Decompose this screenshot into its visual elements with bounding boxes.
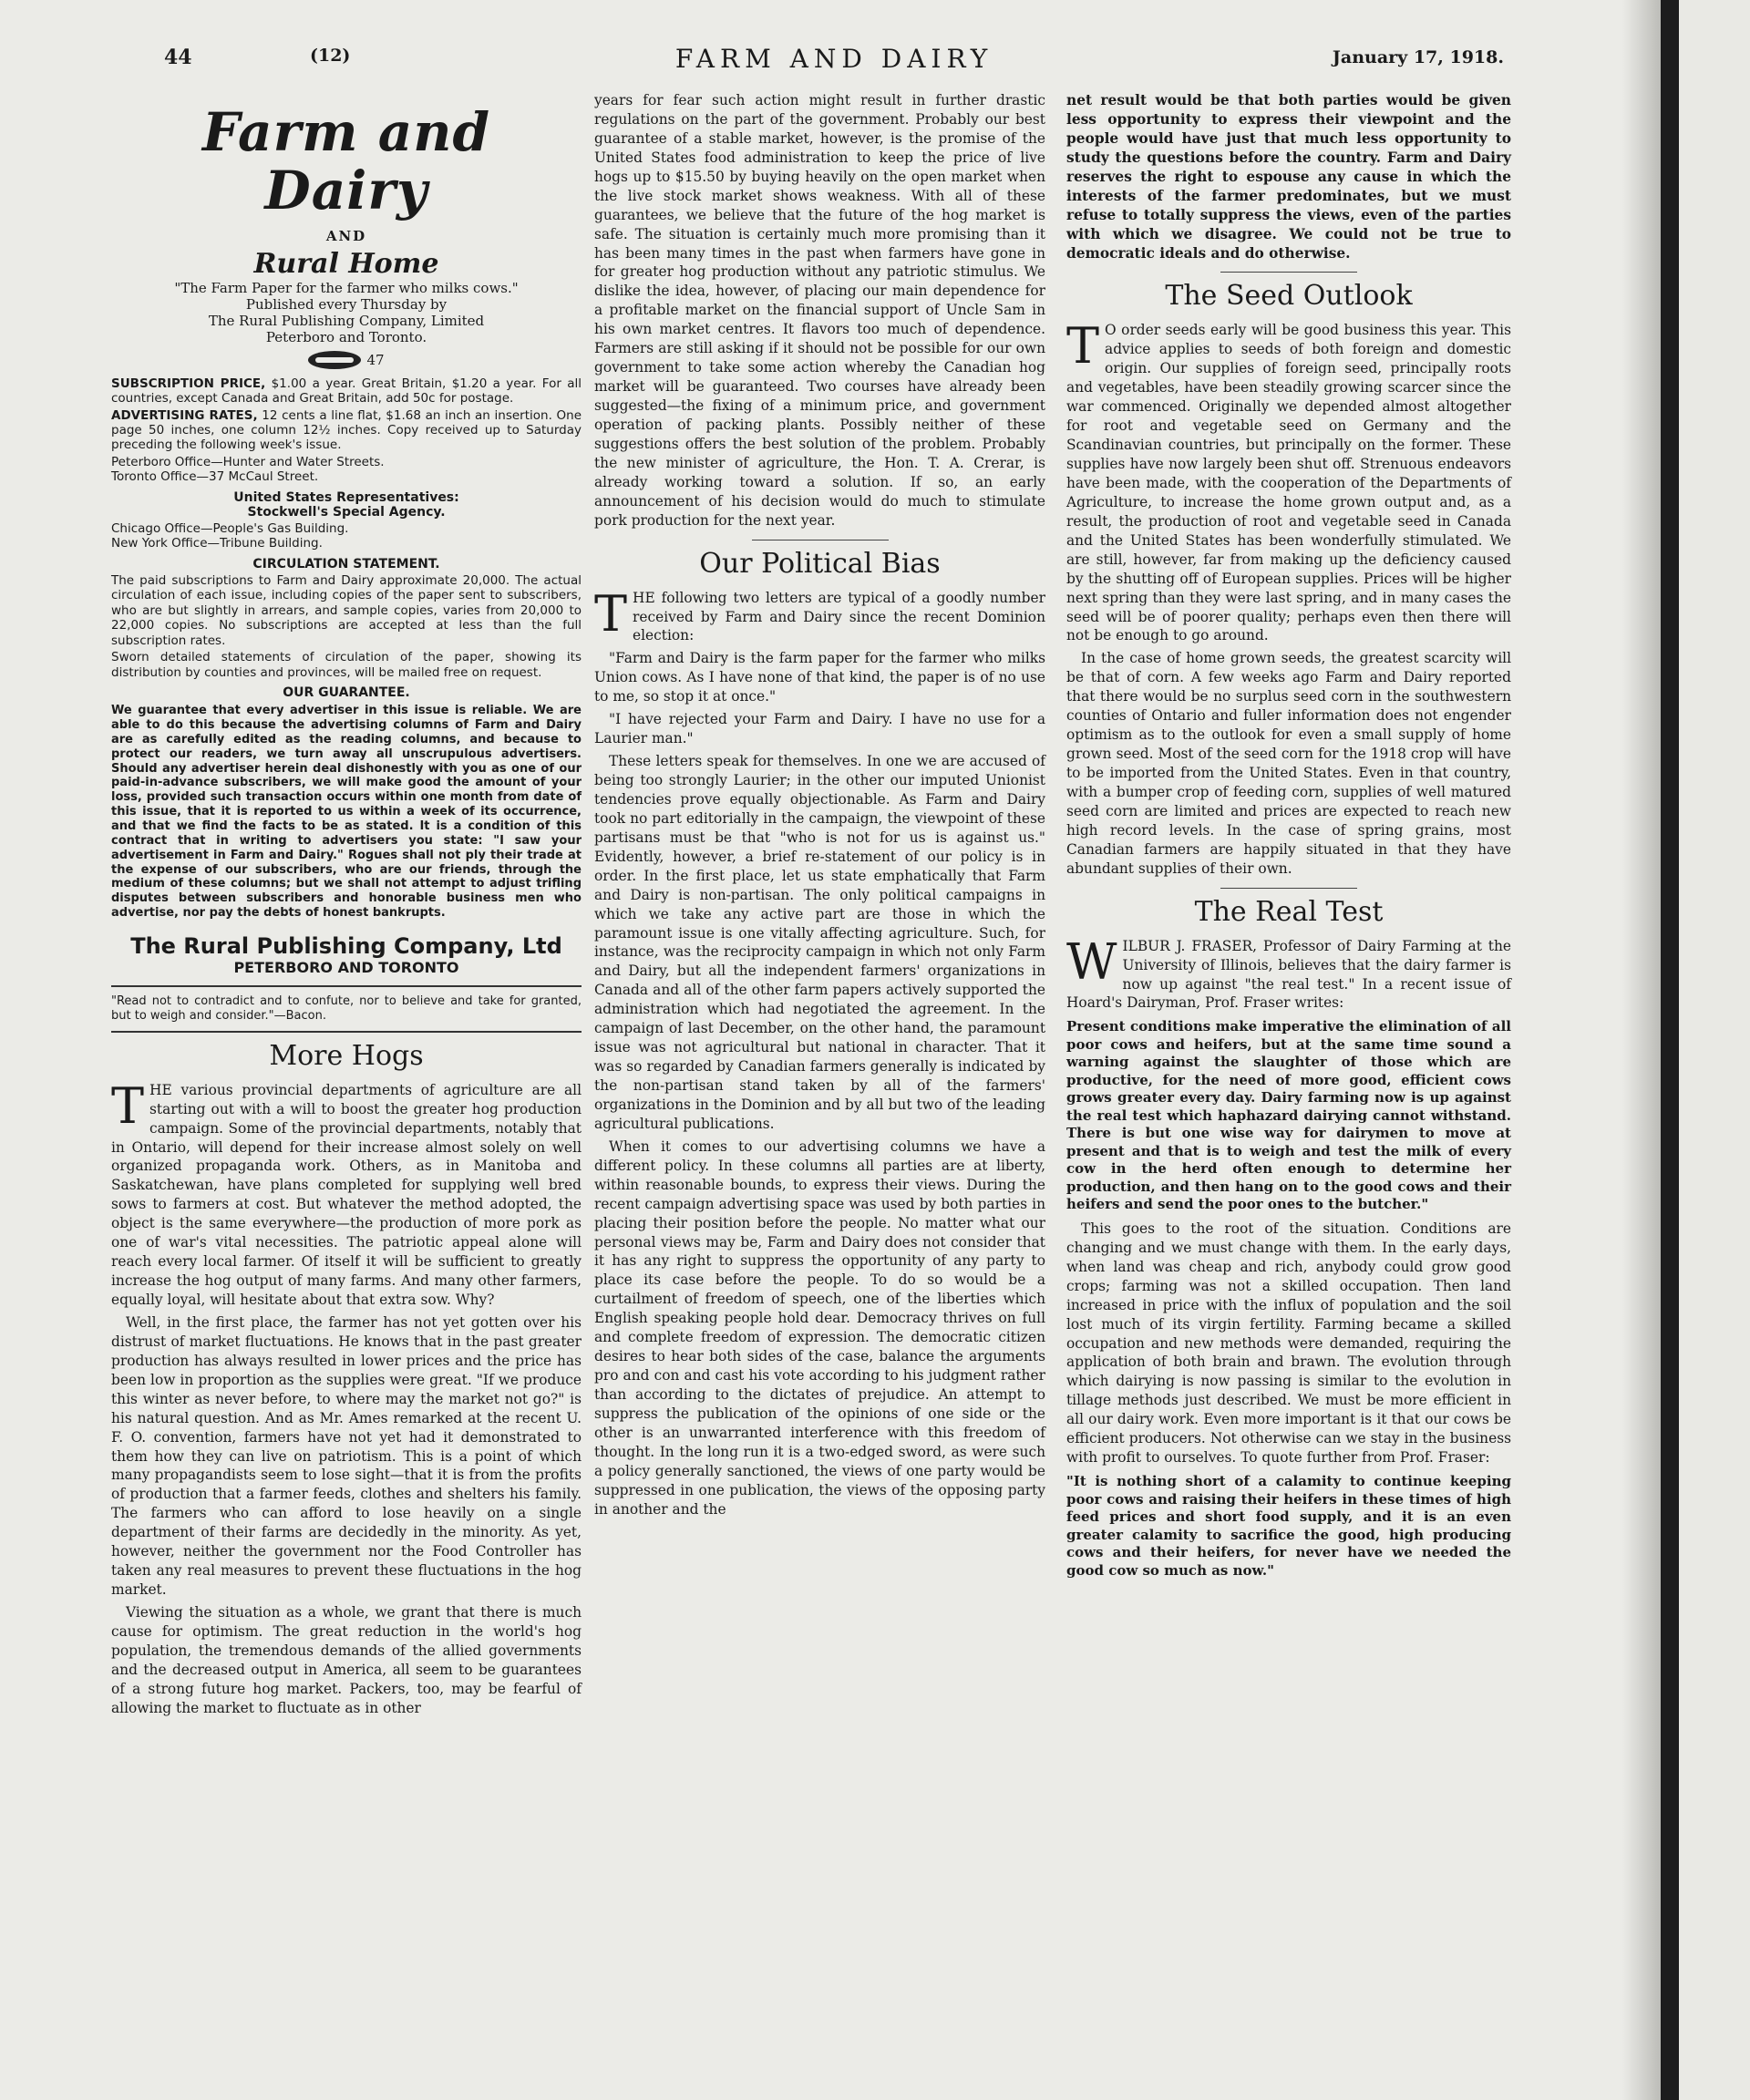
masthead [111, 101, 582, 375]
political-bias-p1 [594, 584, 1045, 646]
real-test-p1 [1066, 932, 1511, 1014]
circulation-heading: CIRCULATION STATEMENT. [252, 556, 440, 571]
divider [111, 985, 582, 987]
subscription-heading: SUBSCRIPTION PRICE, [111, 376, 266, 391]
emblem-number: 47 [366, 351, 385, 368]
article-title-political-bias: Our Political Bias [699, 547, 941, 580]
article-title-real-test: The Real Test [1194, 895, 1384, 928]
masthead-emblem [308, 351, 384, 369]
us-representatives-agency: Stockwell's Special Agency. [247, 504, 446, 520]
page-gutter-shadow [1622, 0, 1661, 2100]
article-title-more-hogs: More Hogs [269, 1039, 424, 1072]
political-bias-p6: net result would be that both parties would be given less opportunity to express their viewpoint and the people would have just that much less opportunity to study the questions before the country. Farm and Dairy reserves the right to espouse any cause in which the interests of the farmer predominates, but we must refuse to totally suppress the views, even of the parties with which we disagree. We could not be true to democratic ideals and do otherwise. [1066, 92, 1511, 262]
page-number: 44 [164, 46, 192, 69]
column-2 [594, 91, 1045, 1523]
dropcap: W [1066, 932, 1117, 991]
sworn-statement: Sworn detailed statements of circulation of the paper, showing its distribution by counties and provinces, will be mailed free on request. [111, 650, 582, 680]
bacon-quote: "Read not to contradict and to confute, nor to believe and take for granted, but to weigh and consider."—Bacon. [111, 993, 582, 1023]
divider [1220, 272, 1357, 273]
us-representatives-heading: United States Representatives: [233, 489, 459, 505]
seed-outlook-p1 [1066, 317, 1511, 645]
political-bias-letter-2: "I have rejected your Farm and Dairy. I have no use for a Laurier man." [594, 711, 1045, 747]
dropcap: T [1066, 317, 1100, 376]
dropcap: T [594, 584, 628, 643]
advertising-text: 12 cents a line flat, $1.68 an inch an insertion. One page 50 inches, one column 12½ inches. Copy received up to Saturday preceding the following week's issue. [111, 407, 582, 453]
circulation-text: The paid subscriptions to Farm and Dairy approximate 20,000. The actual circulation of each issue, including copies of the paper sent to subscribers, who are but slightly in arrears, and sample copies, varies from 20,000 to 22,000 copies. No subscriptions are accepted at less than the full subscription rates. [111, 572, 582, 648]
newyork-office: New York Office—Tribune Building. [111, 536, 323, 551]
issue-date: January 17, 1918. [1332, 47, 1504, 67]
more-hogs-p1 [111, 1076, 582, 1310]
seed-outlook-p1-text: O order seeds early will be good business this year. This advice applies to seeds of both foreign and domestic origin. Our supplies of foreign seed, principally roots and vegetables, have been steadily growing scarcer since the war commenced. Originally we depended almost altogether for root and vegetable seed on Germany and the Scandinavian countries, but principally on the former. These supplies have now largely been shut off. Strenuous endeavors have been made, with the cooperation of the Departments of Agriculture, to increase the home grown output and, as a result, the production of root and vegetable seed in Canada and the United States has been wonderfully stimulated. We are still, however, far from making up the deficiency caused by the shutting off of European supplies. Prices will be higher next spring than they were last spring, and in many cases the seed will be of poorer quality; perhaps even then there will not be enough to go around. [1066, 322, 1511, 644]
more-hogs-p3: Viewing the situation as a whole, we grant that there is much cause for optimism. The great reduction in the world's hog population, the tremendous demands of the allied governments and the decreased output in America, all seem to be guarantees of a strong future hog market. Packers, too, may be fearful of allowing the market to fluctuate as in other [111, 1604, 582, 1716]
real-test-p2: This goes to the root of the situation. Conditions are changing and we must change with them. In the early days, when land was cheap and rich, anybody could grow good crops; farming was not a skilled occupation. Then land increased in price with the influx of population and the soil lost much of its virgin fertility. Farming became a skilled occupation and new methods were demanded, requiring the application of both brain and brawn. The evolution through which dairying is now passing is similar to the evolution in tillage methods just described. We must be more efficient in all our dairy work. Even more important is it that our cows be efficient producers. Not otherwise can we stay in the business with profit to ourselves. To quote further from Prof. Fraser: [1066, 1220, 1511, 1467]
column-1 [111, 91, 582, 1722]
dropcap: T [111, 1076, 145, 1135]
more-hogs-p2: Well, in the first place, the farmer has not yet gotten over his distrust of market fluctuations. He knows that in the past greater production has always resulted in lower prices and the price has been low in proportion as the supplies were great. "If we produce this winter as never before, to where may the market not go?" is his natural question. And as Mr. Ames remarked at the recent U. F. O. convention, farmers have not yet had it demonstrated to them how they can live on patriotism. This is a point of which many propagandists seem to lose sight—that it is from the profits of production that a farmer feeds, clothes and shelters his family. The farmers who can afford to lose heavily on a single department of their farms are decidedly in the minority. As yet, however, neither the government nor the Food Controller has taken any real measures to prevent these fluctuations in the hog market. [111, 1313, 582, 1599]
political-bias-p4: These letters speak for themselves. In one we are accused of being too strongly Laurier; in the other our imputed Unionist tendencies prove equally objectionable. As Farm and Dairy took no part editorially in the campaign, the viewpoint of these partisans must be that "who is not for us is against us." Evidently, however, a brief re-statement of our policy is in order. In the first place, let us state emphatically that Farm and Dairy is non-partisan. The only political campaigns in which we take any active part are those in which the paramount issue is one vitally affecting agriculture. Such, for instance, was the reciprocity campaign in which not only Farm and Dairy, but all the independent farmers' organizations in Canada and all of the other farm papers actively supported the administration which had negotiated the agreement. In the campaign of last December, on the other hand, the paramount issue was not agricultural but national in character. That it was so regarded by Canadian farmers generally is indicated by the non-partisan stand taken by all of the farmers' organizations in the Dominion and by all but two of the leading agricultural publications. [594, 753, 1045, 1132]
toronto-office: Toronto Office—37 McCaul Street. [111, 469, 319, 485]
divider [111, 1031, 582, 1033]
divider [1220, 888, 1357, 889]
masthead-location: Peterboro and Toronto. [265, 328, 427, 345]
column-3 [1066, 91, 1511, 1585]
subscription-info [111, 376, 582, 407]
page-header [164, 44, 1504, 80]
seed-outlook-p2: In the case of home grown seeds, the greatest scarcity will be that of corn. A few weeks ago Farm and Dairy reported that there would be no surplus seed corn in the southwestern counties of Ontario and fuller information does not engender optimism as to the outlook for even a small supply of home grown seed. Most of the seed corn for the 1918 crop will have to be imported from the United States. Even in that country, with a bumper crop of feeding corn, supplies of well matured seed corn are limited and prices are expected to reach new high record levels. In the case of spring grains, most Canadian farmers are happily situated in that they have abundant supplies of their own. [1066, 650, 1511, 877]
political-bias-p5: When it comes to our advertising columns we have a different policy. In these columns all parties are at liberty, within reasonable bounds, to express their views. During the recent campaign advertising space was used by both parties in placing their position before the people. No matter what our personal views may be, Farm and Dairy does not consider that it has any right to suppress the opportunity of any party to place its case before the people. To do so would be a curtailment of freedom of speech, one of the liberties which English speaking people hold dear. Democracy thrives on full and complete freedom of expression. The democratic citizen desires to hear both sides of the case, balance the arguments pro and con and cast his vote according to his judgment rather than according to the dictates of prejudice. An attempt to suppress the publication of the opinions of one side or the other is an unwarranted interference with this freedom of thought. In the long run it is a two-edged sword, as were such a policy generally sanctioned, the views of one party would be suppressed in one publication, the views of the opposing party in another and the [594, 1138, 1045, 1518]
masthead-tagline: "The Farm Paper for the farmer who milks cows." [174, 279, 519, 296]
political-bias-p1-text: HE following two letters are typical of a goodly number received by Farm and Dairy since the recent Dominion election: [633, 589, 1045, 644]
article-title-seed-outlook: The Seed Outlook [1165, 280, 1413, 313]
emblem-icon [308, 351, 361, 369]
guarantee-heading: OUR GUARANTEE. [283, 685, 410, 701]
masthead-title: Farm and Dairy [201, 101, 490, 221]
real-test-p1-text: ILBUR J. FRASER, Professor of Dairy Farming at the University of Illinois, believes that the dairy farmer is now up against "the real test." In a recent issue of Hoard's Dairyman, Prof. Fraser writes: [1066, 937, 1511, 1012]
masthead-publisher: The Rural Publishing Company, Limited [208, 312, 485, 329]
chicago-office: Chicago Office—People's Gas Building. [111, 520, 349, 536]
real-test-quote-1: Present conditions make imperative the elimination of all poor cows and heifers, but at the same time sound a warning against the slaughter of those which are productive, for the need of more good, efficient cows grows greater every day. Dairy farming now is up against the real test which haphazard dairying cannot withstand. There is but one wise way for dairymen to move at present and that is to weigh and test the milk of every cow in the herd often enough to determine her production, and then hang on to the good cows and their heifers and send the poor ones to the butcher." [1066, 1018, 1511, 1213]
political-bias-letter-1: "Farm and Dairy is the farm paper for the farmer who milks Union cows. As I have none of that kind, the paper is of no use to me, so stop it at once." [594, 650, 1045, 705]
company-location: PETERBORO AND TORONTO [233, 958, 459, 976]
masthead-subtitle: Rural Home [253, 247, 439, 280]
masthead-and: AND [325, 227, 367, 244]
company-name: The Rural Publishing Company, Ltd [130, 932, 562, 959]
guarantee-text: We guarantee that every advertiser in this issue is reliable. We are able to do this because the advertising columns of Farm and Dairy are as carefully edited as the reading columns, and because to protect our readers, we turn away all unscrupulous advertisers. Should any advertiser herein deal dishonestly with you as one of our paid-in-advance subscribers, we will make good the amount of your loss, provided such transaction occurs within one month from date of this issue, that it is reported to us within a week of its occurrence, and that we find the facts to be as stated. It is a condition of this contract that in writing to advertisers you state: "I saw your advertisement in Farm and Dairy." Rogues shall not ply their trade at the expense of our subscribers, who are our friends, through the medium of these columns; but we shall not attempt to adjust trifling disputes between subscribers and honorable business men who advertise, nor pay the debts of honest bankrupts. [111, 704, 582, 921]
more-hogs-p1-text: HE various provincial departments of agriculture are all starting out with a will to boost the greater hog production campaign. Some of the provincial departments, notably that in Ontario, will depend for their increase almost solely on well organized propaganda work. Others, as in Manitoba and Saskatchewan, have plans completed for supplying well bred sows to farmers at cost. But whatever the method adopted, the object is the same everywhere—the production of more pork as one of war's vital necessities. The patriotic appeal alone will reach every local farmer. Of itself it will be sufficient to greatly increase the hog output of many farms. And many other farmers, equally loyal, will hesitate about that extra sow. Why? [111, 1081, 582, 1309]
real-test-quote-2: "It is nothing short of a calamity to continue keeping poor cows and raising their heifers in these times of high feed prices and short food supply, and it is an even greater calamity to sacrifice the good, high producing cows and their heifers, for never have we needed the good cow so much as now." [1066, 1473, 1511, 1579]
next-page-edge [1661, 0, 1750, 2100]
publication-title: FARM AND DAIRY [674, 44, 993, 74]
masthead-published: Published every Thursday by [245, 295, 448, 313]
advertising-heading: ADVERTISING RATES, [111, 407, 258, 423]
peterboro-office: Peterboro Office—Hunter and Water Streets. [111, 454, 385, 469]
subscription-text: $1.00 a year. Great Britain, $1.20 a year. For all countries, except Canada and Great Britain, add 50c for postage. [111, 376, 582, 407]
more-hogs-p4: years for fear such action might result in further drastic regulations on the part of the government. Probably our best guarantee of a stable market, however, is the promise of the United States food administration to keep the price of live hogs up to $15.50 by buying heavily on the open market when the live stock market shows weakness. With all of these guarantees, we believe that the future of the hog market is safe. The situation is certainly much more promising than it has been many times in the past when farmers have gone in for greater hog production without any patriotic stimulus. We dislike the idea, however, of placing our main dependence for a profitable market on the financial support of Uncle Sam in his own market centres. It flavors too much of dependence. Farmers are still asking if it should not be possible for our own government to take some action whereby the Canadian hog market will be guaranteed. Two courses have already been suggested—the fixing of a minimum price, and government operation of packing plants. Possibly neither of these suggestions offers the best solution of the problem. Probably the new minister of agriculture, the Hon. T. A. Crerar, is already working toward a solution. If so, an early announcement of his decision would do much to stimulate pork production for the next year. [594, 92, 1045, 529]
page-sub-number: (12) [310, 46, 351, 66]
advertising-info [111, 408, 582, 453]
